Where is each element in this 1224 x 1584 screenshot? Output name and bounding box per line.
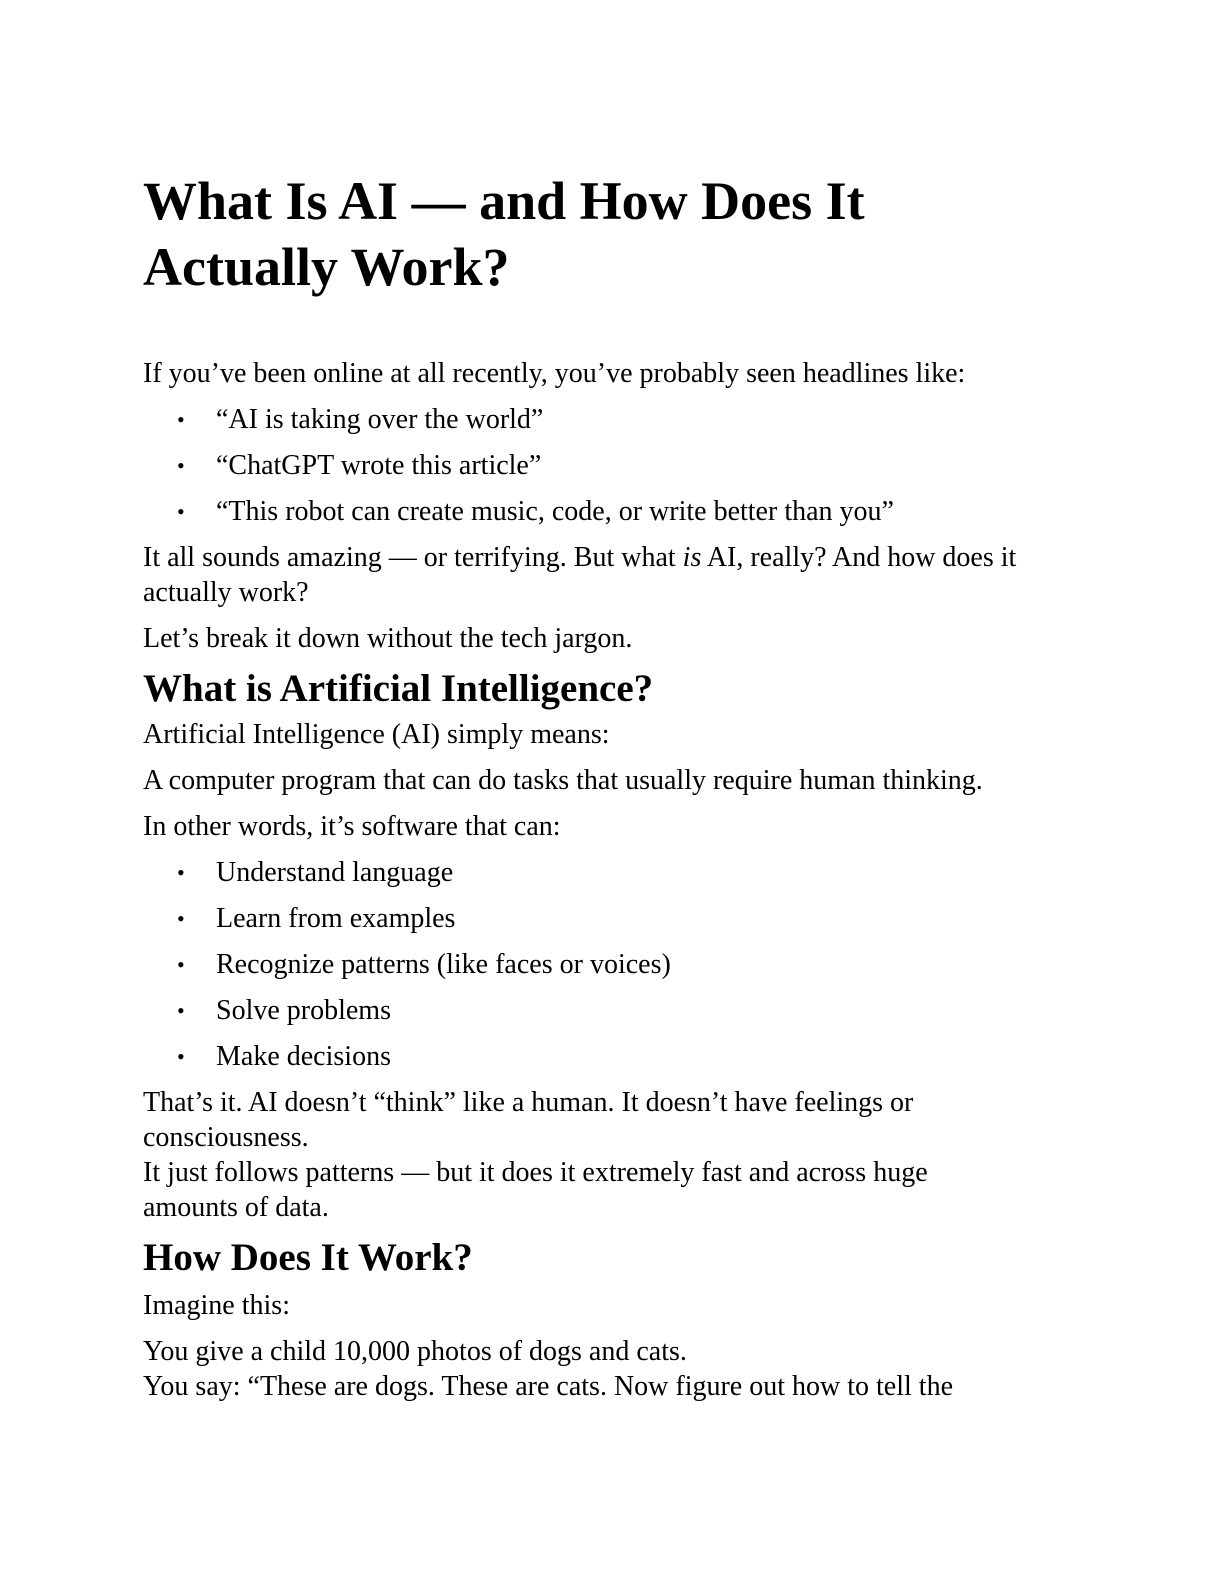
bullet-icon: •: [177, 453, 185, 478]
imagine-paragraph: Imagine this:: [143, 1290, 290, 1321]
definition-intro: Artificial Intelligence (AI) simply means:: [143, 719, 610, 750]
list-item-text: “This robot can create music, code, or write better than you”: [216, 496, 894, 527]
bullet-icon: •: [177, 860, 185, 885]
section-heading-what-is-ai: What is Artificial Intelligence?: [143, 667, 654, 710]
list-item-text: Solve problems: [216, 995, 391, 1026]
list-item-text: Understand language: [216, 857, 454, 888]
list-item: [143, 993, 1063, 1028]
patterns-paragraph: [143, 1085, 973, 1225]
list-item: [143, 855, 1063, 890]
bullet-icon: •: [177, 1044, 185, 1069]
example-line-2: You say: “These are dogs. These are cats. Now figure out how to tell the: [143, 1371, 953, 1402]
question-text-end: AI, really? And how does it actually work?: [143, 542, 1017, 608]
headlines-list: [143, 402, 1063, 529]
list-item: [143, 1039, 1063, 1074]
question-text-start: It all sounds amazing — or terrifying. But what: [143, 542, 683, 573]
list-item-text: Make decisions: [216, 1041, 391, 1072]
intro-paragraph: If you’ve been online at all recently, you’ve probably seen headlines like:: [143, 358, 966, 389]
document-page: [143, 168, 1063, 1415]
bullet-icon: •: [177, 952, 185, 977]
section-heading-how-it-works: How Does It Work?: [143, 1236, 473, 1279]
list-item-text: “ChatGPT wrote this article”: [216, 450, 542, 481]
list-item: [143, 494, 1063, 529]
abilities-intro: In other words, it’s software that can:: [143, 811, 561, 842]
question-paragraph: [143, 540, 1063, 610]
article-title: What Is AI — and How Does It Actually Work?: [143, 171, 865, 297]
list-item: [143, 402, 1063, 437]
abilities-list: [143, 855, 1063, 1074]
list-item: [143, 448, 1063, 483]
patterns-line-2: It just follows patterns — but it does it extremely fast and across huge amounts of data.: [143, 1157, 928, 1223]
list-item-text: Recognize patterns (like faces or voices): [216, 949, 671, 980]
bullet-icon: •: [177, 499, 185, 524]
jargon-paragraph: Let’s break it down without the tech jargon.: [143, 623, 633, 654]
bullet-icon: •: [177, 998, 185, 1023]
bullet-icon: •: [177, 906, 185, 931]
question-emphasis: is: [682, 542, 702, 573]
list-item-text: “AI is taking over the world”: [216, 404, 544, 435]
patterns-line-1: That’s it. AI doesn’t “think” like a human. It doesn’t have feelings or consciousness.: [143, 1087, 914, 1153]
example-line-1: You give a child 10,000 photos of dogs and cats.: [143, 1336, 687, 1367]
list-item: [143, 901, 1063, 936]
list-item: [143, 947, 1063, 982]
definition-text: A computer program that can do tasks that usually require human thinking.: [143, 765, 983, 796]
list-item-text: Learn from examples: [216, 903, 456, 934]
bullet-icon: •: [177, 407, 185, 432]
example-paragraph: [143, 1334, 1063, 1404]
